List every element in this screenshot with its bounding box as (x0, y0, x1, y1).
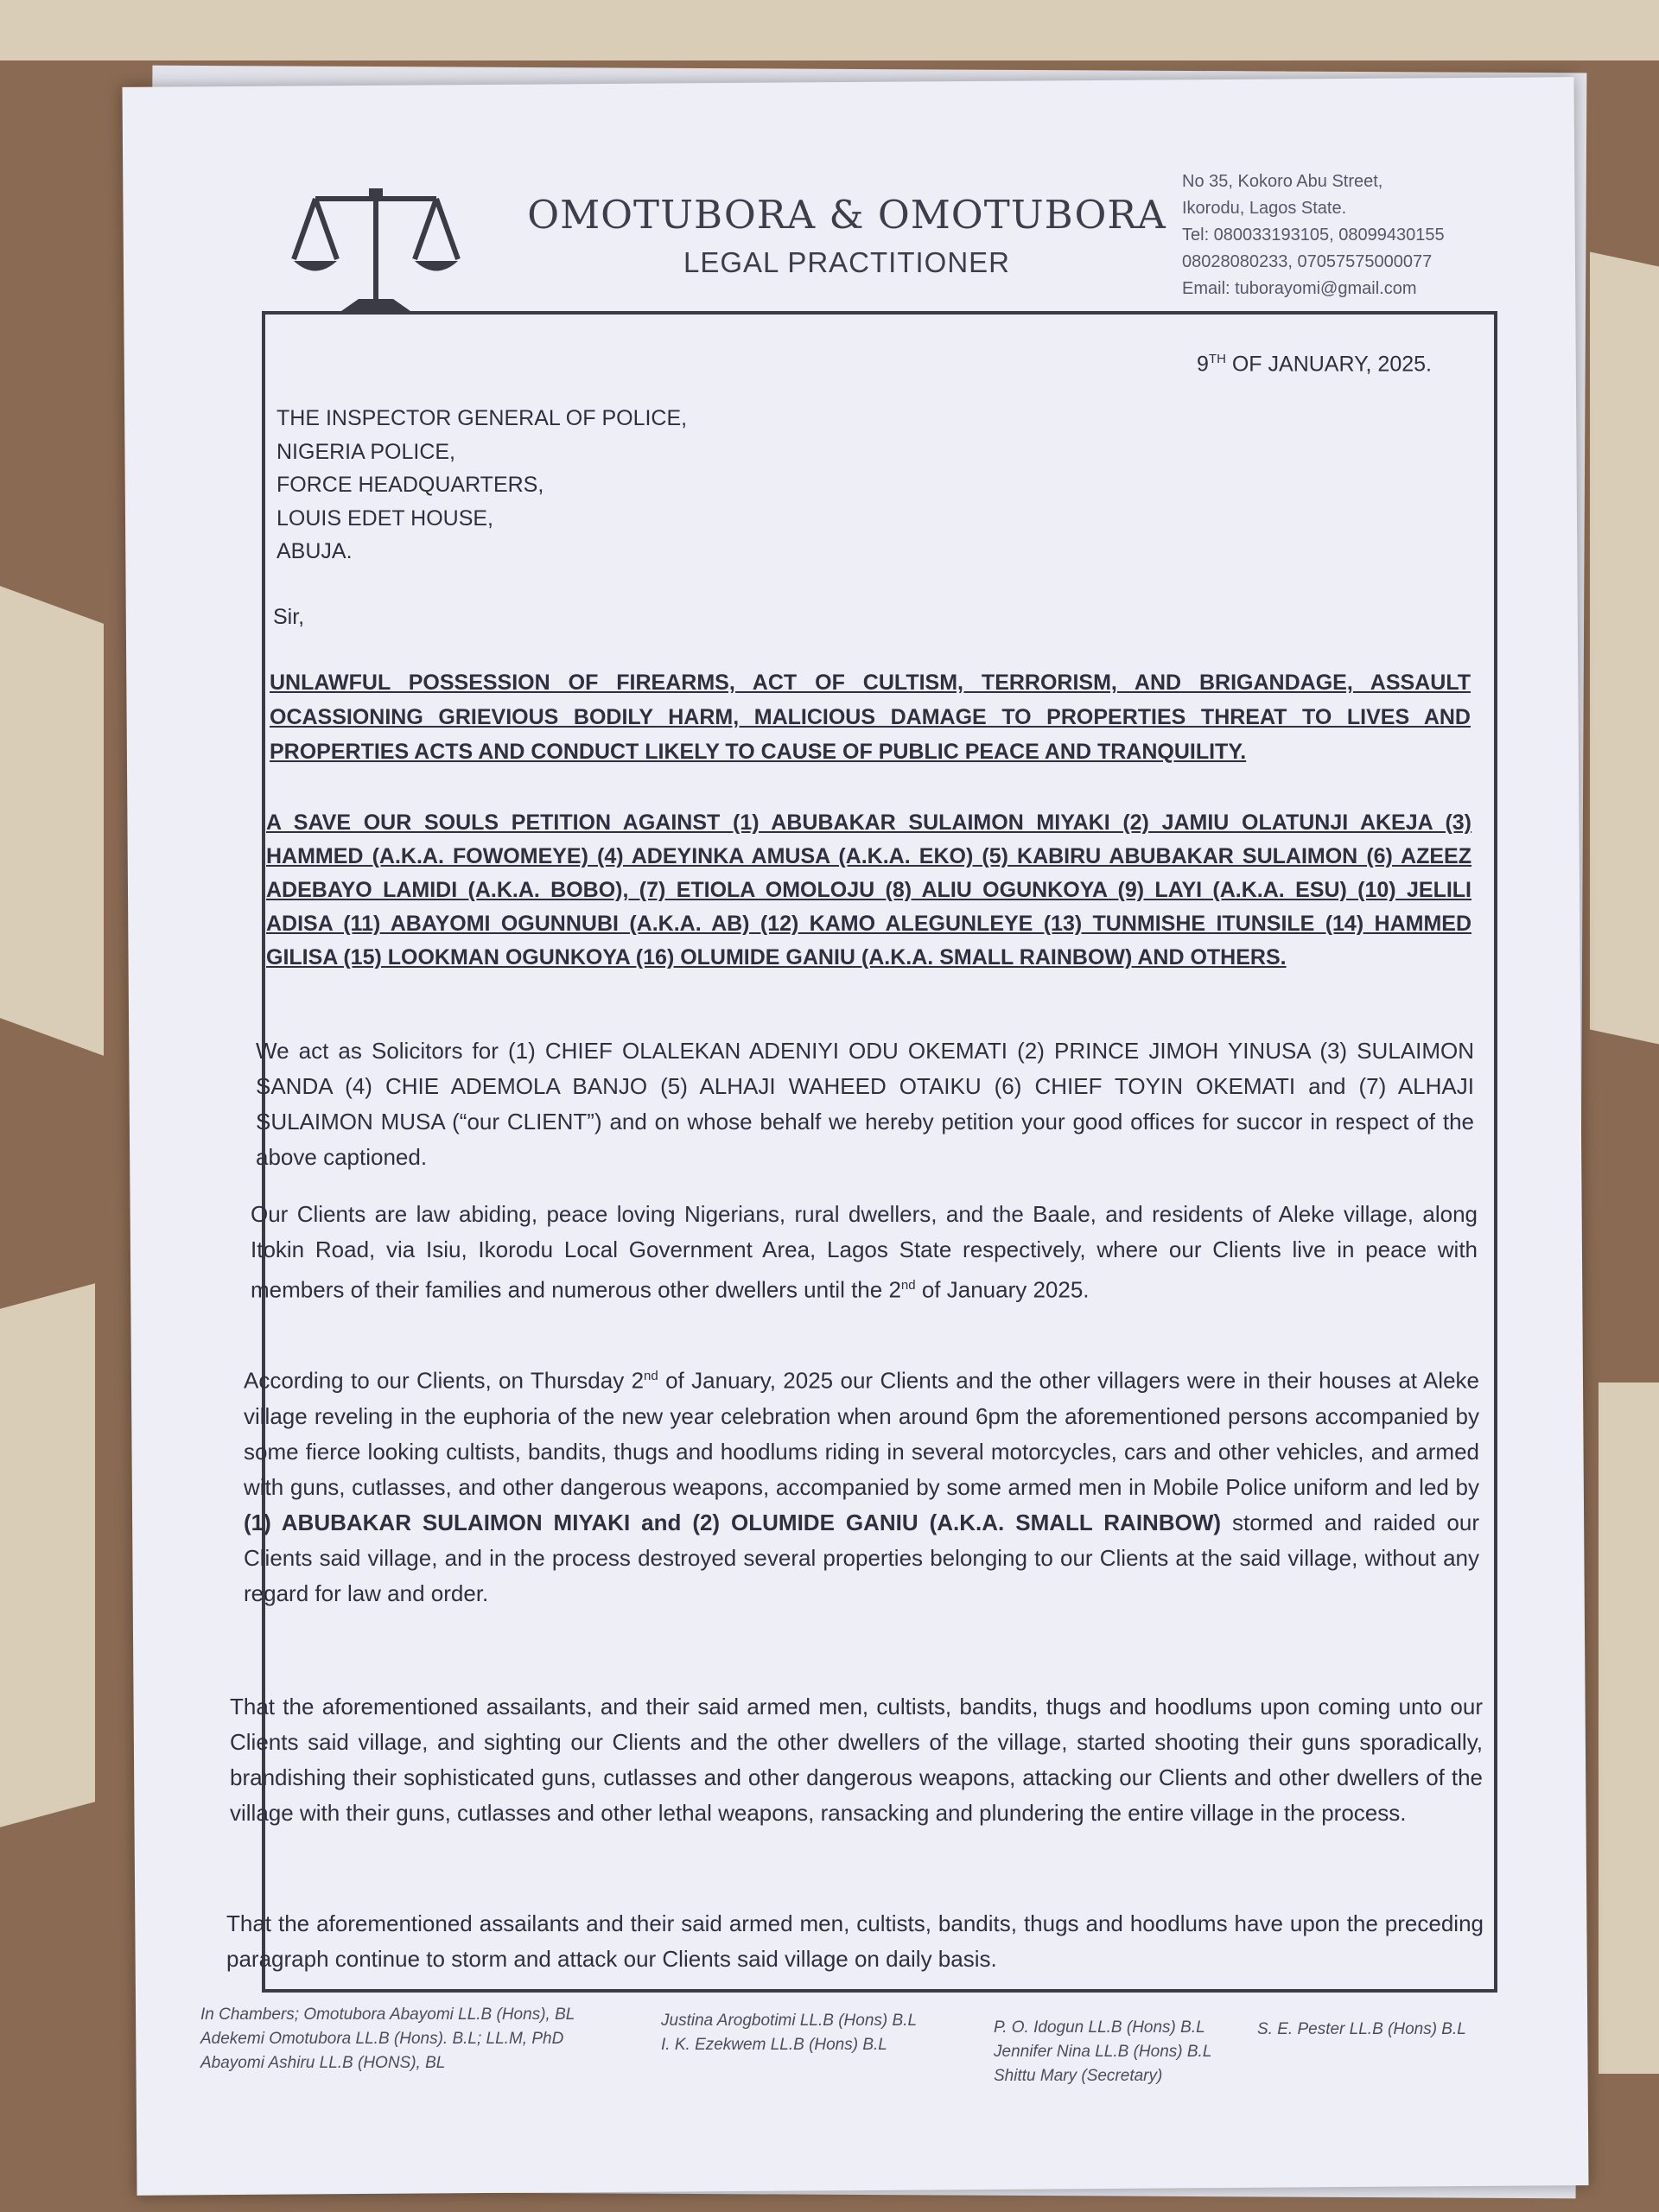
floor-tile (0, 0, 1659, 60)
address-line: 08028080233, 07057575000077 (1182, 252, 1433, 271)
addressee-block (276, 402, 687, 569)
paragraph-5: That the aforementioned assailants and their said armed men, cultists, bandits, thugs and hoodlums have upon the preceding paragraph continue to storm and attack our Clients said village on daily basis. (226, 1910, 1484, 1972)
date-suffix: TH (1208, 352, 1226, 366)
floor-tile (1599, 1382, 1659, 2074)
paragraph-3 (244, 1358, 1479, 1611)
paragraph-3-text: stormed and raided our Clients said village, and in the process destroyed several properties belonging to our Clients at the said village, without any regard for law and order. (244, 1509, 1479, 1606)
address-line: Tel: 080033193105, 08099430155 (1182, 226, 1445, 245)
scales-of-justice-icon (289, 181, 462, 320)
salutation: Sir, (273, 605, 305, 629)
paragraph-2 (251, 1197, 1478, 1308)
addressee-line: LOUIS EDET HOUSE, (276, 505, 493, 531)
paragraph-1: We act as Solicitors for (1) CHIEF OLALEKAN ADENIYI ODU OKEMATI (2) PRINCE JIMOH YINUSA (3) SULAIMON SANDA (4) CHIE ADEMOLA BANJO (5) ALHAJI WAHEED OTAIKU (6) CHIEF TOYIN OKEMATI and (7) ALHAJI SULAIMON MUSA (“our CLIENT”) and on whose behalf we hereby petition your good offices for succor in respect of the above captioned. (256, 1038, 1474, 1170)
named-suspect: (2) OLUMIDE GANIU (A.K.A. SMALL RAINBOW) (692, 1509, 1222, 1535)
firm-name: OMOTUBORA & OMOTUBORA (527, 192, 1166, 238)
named-suspect: (1) ABUBAKAR SULAIMON MIYAKI (244, 1509, 631, 1535)
footer-col-4 (1257, 2018, 1466, 2042)
petition-heading: A SAVE OUR SOULS PETITION AGAINST (1) ABUBAKAR SULAIMON MIYAKI (2) JAMIU OLATUNJI AKEJA (3) HAMMED (A.K.A. FOWOMEYE) (4) ADEYINKA AMUSA (A.K.A. EKO) (5) KABIRU ABUBAKAR SULAIMON (6) AZEEZ ADEBAYO LAMIDI (A.K.A. BOBO), (7) ETIOLA OMOLOJU (8) ALIU OGUNKOYA (9) LAYI (A.K.A. ESU) (10) JELILI ADISA (11) ABAYOMI OGUNNUBI (A.K.A. AB) (12) KAMO ALEGUNLEYE (13) TUNMISHE ITUNSILE (14) HAMMED GILISA (15) LOOKMAN OGUNKOYA (16) OLUMIDE GANIU (A.K.A. SMALL RAINBOW) AND OTHERS. (266, 810, 1471, 969)
date-day: 9 (1197, 352, 1209, 377)
floor-tile (1590, 251, 1659, 1044)
footer-line: In Chambers; Omotubora Abayomi LL.B (Hons), BL (200, 2005, 575, 2024)
floor-tile (0, 586, 104, 1056)
firm-address (1182, 168, 1445, 302)
ordinal-suffix: nd (644, 1369, 658, 1383)
footer-line: S. E. Pester LL.B (Hons) B.L (1257, 2020, 1466, 2038)
paragraph-3-text: According to our Clients, on Thursday 2 (244, 1367, 645, 1394)
addressee-line: NIGERIA POLICE, (276, 439, 456, 464)
footer-col-2 (661, 2009, 917, 2057)
footer-line: Jennifer Nina LL.B (Hons) B.L (994, 2043, 1212, 2061)
ordinal-suffix: nd (900, 1278, 916, 1293)
letter-date (1197, 343, 1432, 380)
footer-line: I. K. Ezekwem LL.B (Hons) B.L (661, 2036, 887, 2054)
footer-line: Justina Arogbotimi LL.B (Hons) B.L (661, 2012, 918, 2030)
email-line: Email: tuborayomi@gmail.com (1182, 279, 1417, 298)
conjunction: and (630, 1509, 693, 1535)
footer-col-1 (200, 2003, 575, 2075)
addressee-line: FORCE HEADQUARTERS, (276, 473, 544, 497)
paragraph-2-text: Our Clients are law abiding, peace loving Nigerians, rural dwellers, and the Baale, and residents of Aleke village, along Itokin Road, via Isiu, Ikorodu Local Government Area, Lagos State respectively, where our Clients live in peace with members of their families and numerous other dwellers until the 2 (251, 1201, 1478, 1303)
date-rest: OF JANUARY, 2025. (1225, 352, 1432, 377)
firm-subtitle: LEGAL PRACTITIONER (683, 246, 1011, 278)
paragraph-3-text: of January, 2025 our Clients and the other villagers were in their houses at Aleke village reveling in the euphoria of the new year celebration when around 6pm the aforementioned persons accompanied by some fierce looking cultists, bandits, thugs and hoodlums riding in several motorcycles, cars and other vehicles, and armed with guns, cutlasses, and other dangerous weapons, accompanied by some armed men in Mobile Police uniform and led by (244, 1367, 1479, 1500)
footer-col-3 (994, 2016, 1211, 2088)
footer-line: Adekemi Omotubora LL.B (Hons). B.L; LL.M, PhD (200, 2030, 564, 2048)
addressee-line: ABUJA. (276, 539, 353, 563)
addressee-line: THE INSPECTOR GENERAL OF POLICE, (276, 406, 688, 430)
paragraph-2-tail: of January 2025. (915, 1276, 1090, 1303)
address-line: Ikorodu, Lagos State. (1182, 199, 1347, 218)
paragraph-4: That the aforementioned assailants, and their said armed men, cultists, bandits, thugs and hoodlums upon coming unto our Clients said village, and sighting our Clients and the other dwellers of the village, started shooting their guns sporadically, brandishing their sophisticated guns, cutlasses and other dangerous weapons, attacking our Clients and other dwellers of the village with their guns, cutlasses and other lethal weapons, ransacking and plundering the entire village in the process. (230, 1694, 1483, 1826)
footer-line: Abayomi Ashiru LL.B (HONS), BL (200, 2054, 446, 2072)
subject-heading: UNLAWFUL POSSESSION OF FIREARMS, ACT OF CULTISM, TERRORISM, AND BRIGANDAGE, ASSAULT OCASSIONING GRIEVIOUS BODILY HARM, MALICIOUS DAMAGE TO PROPERTIES THREAT TO LIVES AND PROPERTIES ACTS AND CONDUCT LIKELY TO CAUSE OF PUBLIC PEACE AND TRANQUILITY. (270, 671, 1471, 764)
floor-tile (0, 1283, 95, 1827)
footer-line: Shittu Mary (Secretary) (994, 2067, 1163, 2085)
address-line: No 35, Kokoro Abu Street, (1182, 172, 1383, 191)
footer-line: P. O. Idogun LL.B (Hons) B.L (994, 2018, 1205, 2037)
